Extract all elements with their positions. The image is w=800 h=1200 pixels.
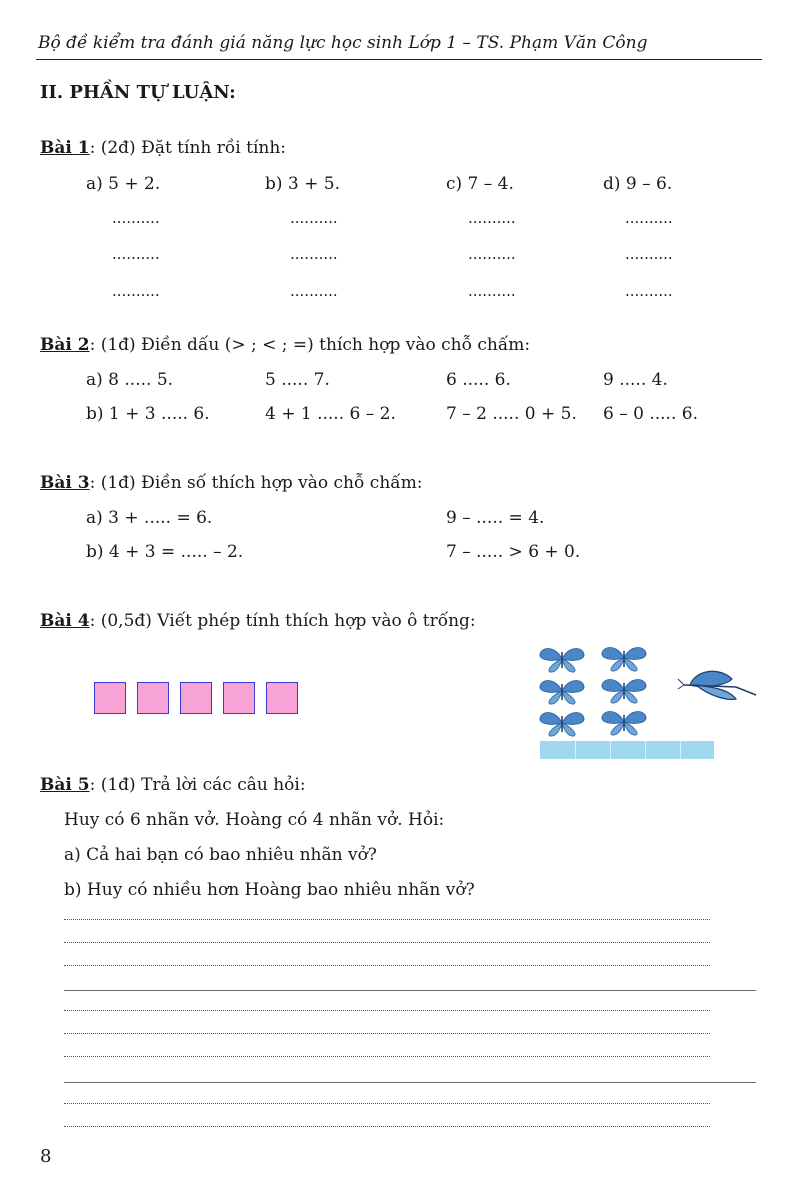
strip-divider <box>645 741 646 759</box>
bai2-a-4: 9 ..... 4. <box>603 370 668 390</box>
butterfly-icon <box>538 708 586 738</box>
bai1-label: Bài 1 <box>40 138 90 158</box>
bai5-question-b: b) Huy có nhiều hơn Hoàng bao nhiêu nhãn vở? <box>64 880 475 900</box>
butterfly-icon <box>600 675 648 705</box>
answer-dotted-line[interactable] <box>64 1033 710 1034</box>
strip-divider <box>610 741 611 759</box>
answer-strip <box>540 741 714 759</box>
answer-box[interactable] <box>266 682 298 714</box>
bai4-label: Bài 4 <box>40 611 90 631</box>
butterfly-icon <box>538 644 586 674</box>
answer-box[interactable] <box>137 682 169 714</box>
bai1-item-a: a) 5 + 2. <box>86 174 161 194</box>
answer-box[interactable] <box>94 682 126 714</box>
flying-butterfly-icon <box>676 665 758 705</box>
header-divider <box>36 59 762 60</box>
bai2-b-4: 6 – 0 ..... 6. <box>603 404 698 424</box>
strip-divider <box>680 741 681 759</box>
bai1-item-c: c) 7 – 4. <box>446 174 514 194</box>
bai3-a-1: a) 3 + ..... = 6. <box>86 508 213 528</box>
section-title: II. PHẦN TỰ LUẬN: <box>40 82 236 103</box>
bai2-heading <box>40 335 530 355</box>
answer-dotted-line[interactable] <box>64 942 710 943</box>
bai1-dots-r3-c2: .......... <box>290 282 338 300</box>
bai1-dots-r1-c2: .......... <box>290 209 338 227</box>
bai2-text: : (1đ) Điền dấu (> ; < ; =) thích hợp vào chỗ chấm: <box>89 335 531 355</box>
bai2-a-3: 6 ..... 6. <box>446 370 511 390</box>
bai4-heading <box>40 611 476 631</box>
butterfly-icon <box>600 643 648 673</box>
bai4-text: : (0,5đ) Viết phép tính thích hợp vào ô trống: <box>89 611 476 631</box>
butterfly-icon <box>538 676 586 706</box>
bai2-label: Bài 2 <box>40 335 90 355</box>
bai5-text: : (1đ) Trả lời các câu hỏi: <box>89 775 306 795</box>
answer-solid-line <box>64 1082 756 1083</box>
bai1-heading <box>40 138 286 158</box>
bai3-b-1: b) 4 + 3 = ..... – 2. <box>86 542 244 562</box>
page-header: Bộ đề kiểm tra đánh giá năng lực học sinh Lớp 1 – TS. Phạm Văn Công <box>38 33 648 53</box>
answer-dotted-line[interactable] <box>64 1103 710 1104</box>
bai1-dots-r2-c4: .......... <box>625 245 673 263</box>
bai2-b-1: b) 1 + 3 ..... 6. <box>86 404 210 424</box>
bai1-dots-r2-c1: .......... <box>112 245 160 263</box>
bai5-heading <box>40 775 306 795</box>
bai1-dots-r2-c2: .......... <box>290 245 338 263</box>
answer-dotted-line[interactable] <box>64 1010 710 1011</box>
bai1-dots-r3-c1: .......... <box>112 282 160 300</box>
answer-dotted-line[interactable] <box>64 1126 710 1127</box>
answer-box[interactable] <box>180 682 212 714</box>
bai3-text: : (1đ) Điền số thích hợp vào chỗ chấm: <box>89 473 423 493</box>
bai3-a-2: 9 – ..... = 4. <box>446 508 545 528</box>
page-number: 8 <box>40 1146 52 1167</box>
bai1-text: : (2đ) Đặt tính rồi tính: <box>89 138 287 158</box>
bai1-dots-r3-c3: .......... <box>468 282 516 300</box>
bai3-label: Bài 3 <box>40 473 90 493</box>
bai1-item-d: d) 9 – 6. <box>603 174 673 194</box>
bai5-problem: Huy có 6 nhãn vở. Hoàng có 4 nhãn vở. Hỏi: <box>64 810 445 830</box>
bai2-b-3: 7 – 2 ..... 0 + 5. <box>446 404 577 424</box>
answer-solid-line <box>64 990 756 991</box>
bai1-dots-r3-c4: .......... <box>625 282 673 300</box>
bai3-heading <box>40 473 423 493</box>
bai2-a-2: 5 ..... 7. <box>265 370 330 390</box>
bai3-b-2: 7 – ..... > 6 + 0. <box>446 542 581 562</box>
butterfly-icon <box>600 707 648 737</box>
bai1-dots-r2-c3: .......... <box>468 245 516 263</box>
bai1-dots-r1-c3: .......... <box>468 209 516 227</box>
bai2-b-2: 4 + 1 ..... 6 – 2. <box>265 404 396 424</box>
answer-dotted-line[interactable] <box>64 919 710 920</box>
answer-dotted-line[interactable] <box>64 965 710 966</box>
strip-divider <box>575 741 576 759</box>
bai1-dots-r1-c4: .......... <box>625 209 673 227</box>
answer-dotted-line[interactable] <box>64 1056 710 1057</box>
bai2-a-1: a) 8 ..... 5. <box>86 370 174 390</box>
bai5-question-a: a) Cả hai bạn có bao nhiêu nhãn vở? <box>64 845 377 865</box>
bai1-dots-r1-c1: .......... <box>112 209 160 227</box>
bai5-label: Bài 5 <box>40 775 90 795</box>
bai1-item-b: b) 3 + 5. <box>265 174 341 194</box>
answer-box[interactable] <box>223 682 255 714</box>
